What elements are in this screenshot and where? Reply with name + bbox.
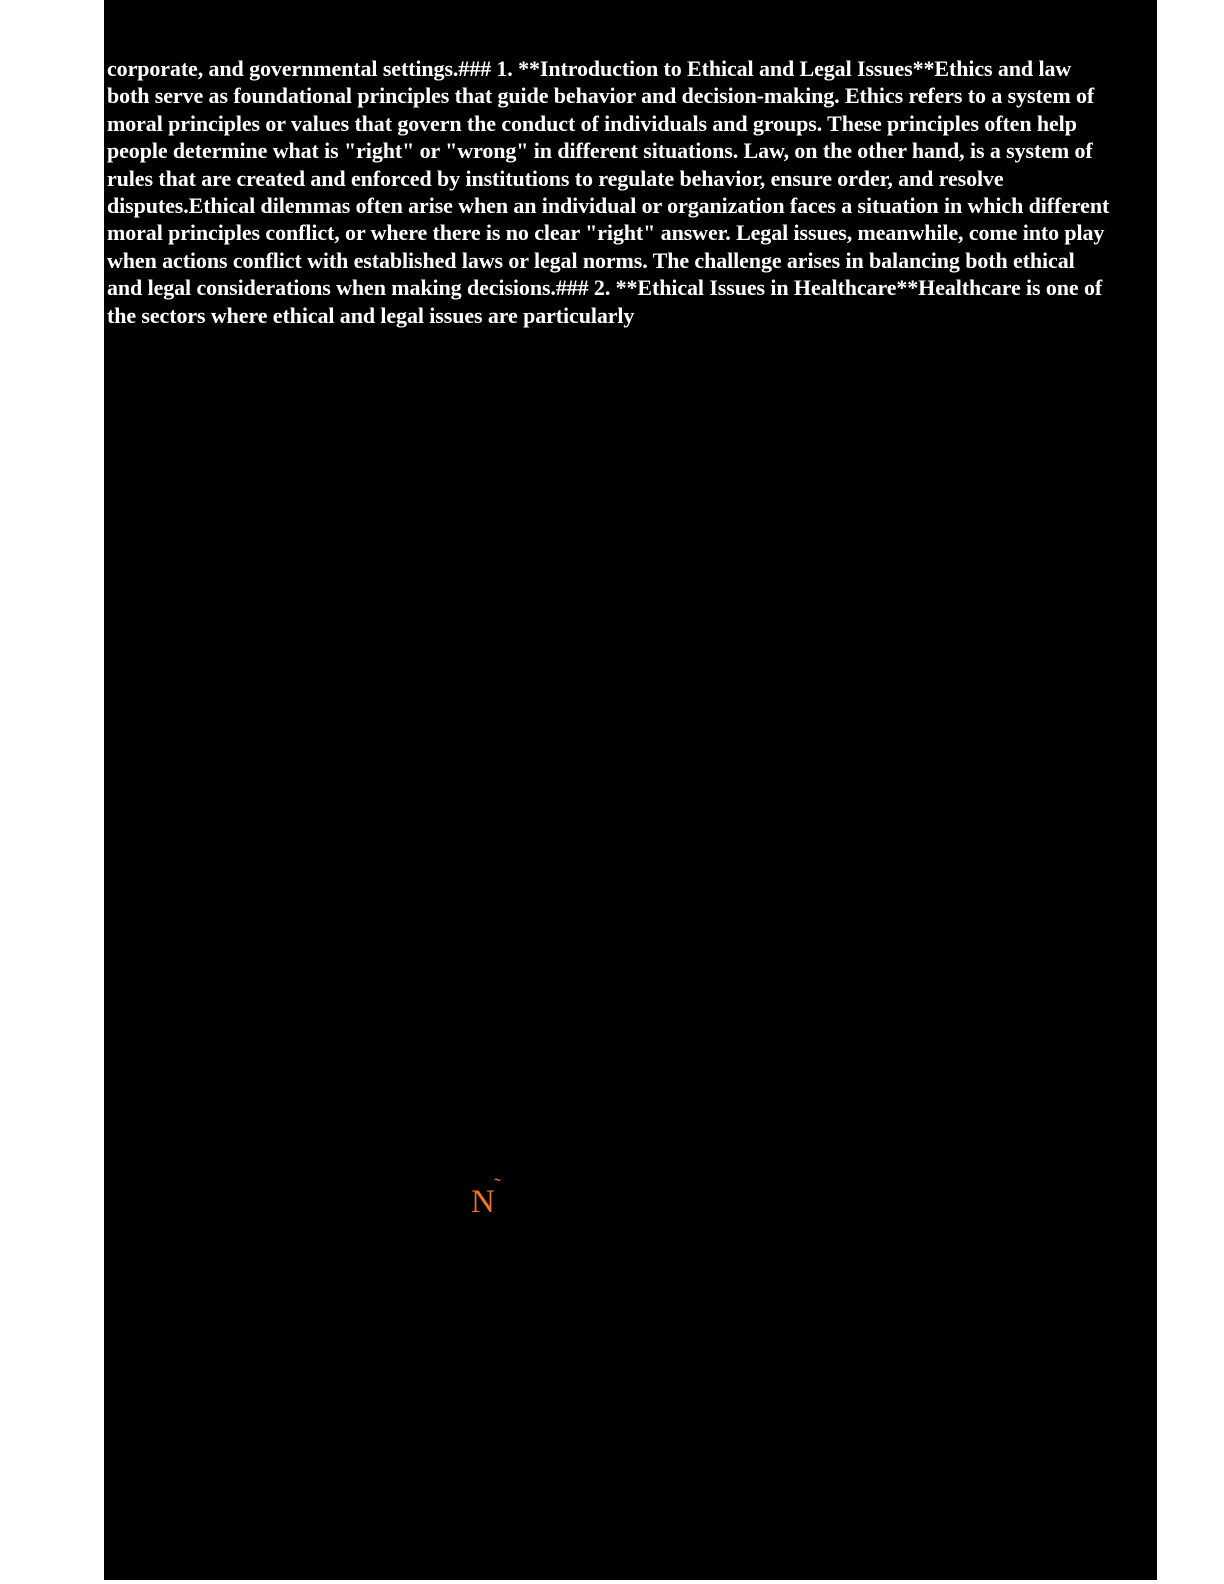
paragraph-line: disputes.Ethical dilemmas often arise when an individual or organization faces a situation in which different <box>107 193 1110 219</box>
paragraph-line: and legal considerations when making decisions.### 2. **Ethical Issues in Healthcare**Healthcare is one of <box>107 275 1103 301</box>
paragraph-line: rules that are created and enforced by institutions to regulate behavior, ensure order, and resolve <box>107 165 1004 191</box>
paragraph-block <box>107 55 1143 329</box>
paragraph-line: the sectors where ethical and legal issues are particularly <box>107 302 635 328</box>
stray-glyph-char: N <box>471 1184 495 1220</box>
paragraph-line: corporate, and governmental settings.### 1. **Introduction to Ethical and Legal Issues**Ethics and law <box>107 56 1072 81</box>
paragraph-line: both serve as foundational principles that guide behavior and decision-making. Ethics refers to a system of <box>107 83 1095 109</box>
paragraph-line: moral principles or values that govern the conduct of individuals and groups. These principles often help <box>107 110 1077 136</box>
paragraph-line: when actions conflict with established laws or legal norms. The challenge arises in balancing both ethical <box>107 247 1075 273</box>
paragraph-line: moral principles conflict, or where there is no clear "right" answer. Legal issues, meanwhile, come into play <box>107 220 1105 246</box>
stray-glyph-mark: ˜ <box>494 1175 501 1197</box>
paragraph-line: people determine what is "right" or "wrong" in different situations. Law, on the other hand, is a system of <box>107 138 1093 164</box>
document-page <box>104 0 1157 1580</box>
stray-glyph <box>471 1175 501 1220</box>
